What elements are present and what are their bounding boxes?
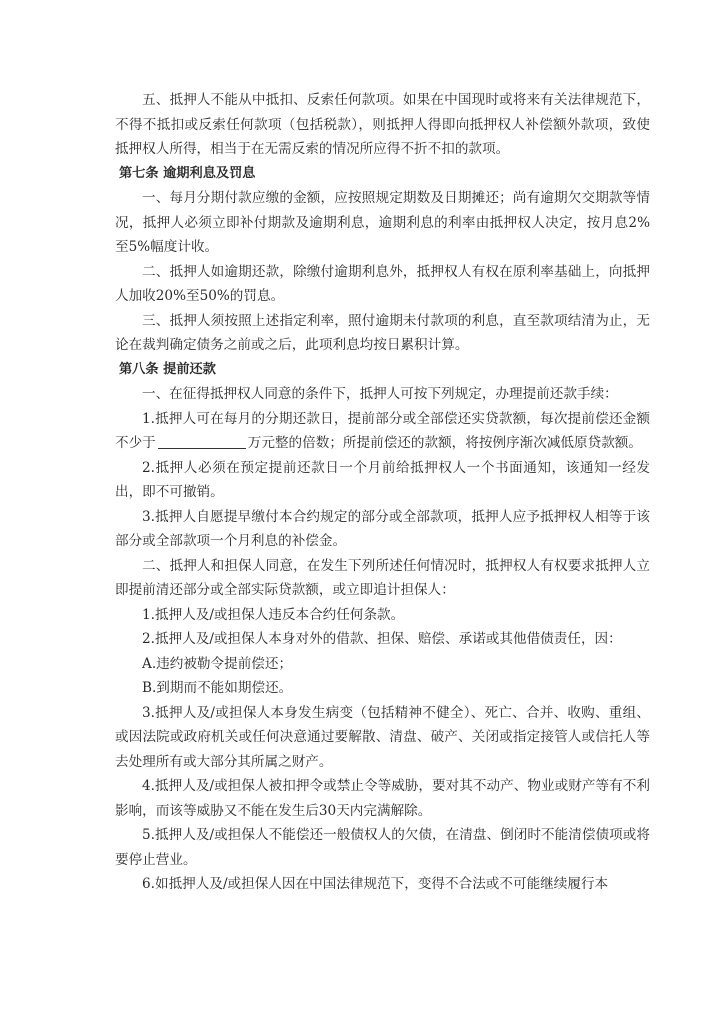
article-7-para-2: 二、抵押人如逾期还款，除缴付逾期利息外，抵押权人有权在原利率基础上，向抵押人加收20%至50%的罚息。	[115, 263, 650, 304]
item-1-1-text-b: 万元整的倍数；所提前偿还的款额，将按例序渐次减低原贷款额。	[247, 435, 642, 451]
article-8-item-2-2-a: A.违约被勒令提前偿还；	[142, 655, 293, 672]
article-7-title: 第七条 逾期利息及罚息	[119, 165, 256, 181]
article-8-item-2-2-b: B.到期而不能如期偿还。	[142, 680, 293, 696]
article-7-para-3: 三、抵押人须按照上述指定利率，照付逾期未付款项的利息，直至款项结清为止，无论在裁判确定债务之前或之后，此项利息均按日累积计算。	[115, 312, 650, 353]
article-8-title: 第八条 提前还款	[119, 361, 216, 377]
article-8-para-1: 一、在征得抵押权人同意的条件下，抵押人可按下列规定，办理提前还款手续：	[142, 386, 618, 402]
article-8-item-2-1: 1.抵押人及/或担保人违反本合约任何条款。	[142, 606, 405, 623]
article-8-item-1-2: 2.抵押人必须在预定提前还款日一个月前给抵押权人一个书面通知，该通知一经发出，即不可撤销。	[115, 459, 650, 500]
article-8-item-2-3: 3.抵押人及/或担保人本身发生病变（包括精神不健全）、死亡、合并、收购、重组、或因法院或政府机关或任何决意通过要解散、清盘、破产、关闭或指定接管人或信托人等去处理所有或大部分其所属之财产。	[115, 704, 650, 770]
article-8-item-1-1	[115, 407, 650, 456]
article-8-item-2-5: 5.抵押人及/或担保人不能偿还一般债权人的欠债，在清盘、倒闭时不能清偿债项或将要停止营业。	[115, 827, 650, 868]
item-1-1-text-a: 1.抵押人可在每月的分期还款日，提前部分或全部偿还实贷款额，每次提前偿还金额不少于	[115, 410, 650, 451]
clause-5-item-5: 五、抵押人不能从中抵扣、反索任何款项。如果在中国现时或将来有关法律规范下，不得不抵扣或反索任何款项（包括税款），则抵押人得即向抵押权人补偿额外款项，致使抵押权人所得，相当于在无需反索的情况所应得不折不扣的款项。	[115, 92, 650, 157]
article-8-item-2-4: 4.抵押人及/或担保人被扣押令或禁止令等威胁，要对其不动产、物业或财产等有不利影响，而该等威胁又不能在发生后30天内完满解除。	[115, 778, 650, 819]
article-7-para-1: 一、每月分期付款应缴的金额，应按照规定期数及日期摊还；尚有逾期欠交期款等情况，抵押人必须立即补付期款及逾期利息，逾期利息的利率由抵押权人决定，按月息2%至5%幅度计收。	[115, 190, 650, 255]
amount-blank-line	[158, 434, 246, 449]
article-8-item-2-2: 2.抵押人及/或担保人本身对外的借款、担保、赔偿、承诺或其他借债责任，因：	[142, 631, 622, 647]
article-8-para-2: 二、抵押人和担保人同意，在发生下列所述任何情况时，抵押权人有权要求抵押人立即提前清还部分或全部实际贷款额，或立即追计担保人：	[115, 557, 650, 598]
article-8-item-2-6: 6.如抵押人及/或担保人因在中国法律规范下，变得不合法或不可能继续履行本	[142, 876, 609, 892]
article-8-item-1-3: 3.抵押人自愿提早缴付本合约规定的部分或全部款项，抵押人应予抵押权人相等于该部分或全部款项一个月利息的补偿金。	[115, 508, 650, 549]
